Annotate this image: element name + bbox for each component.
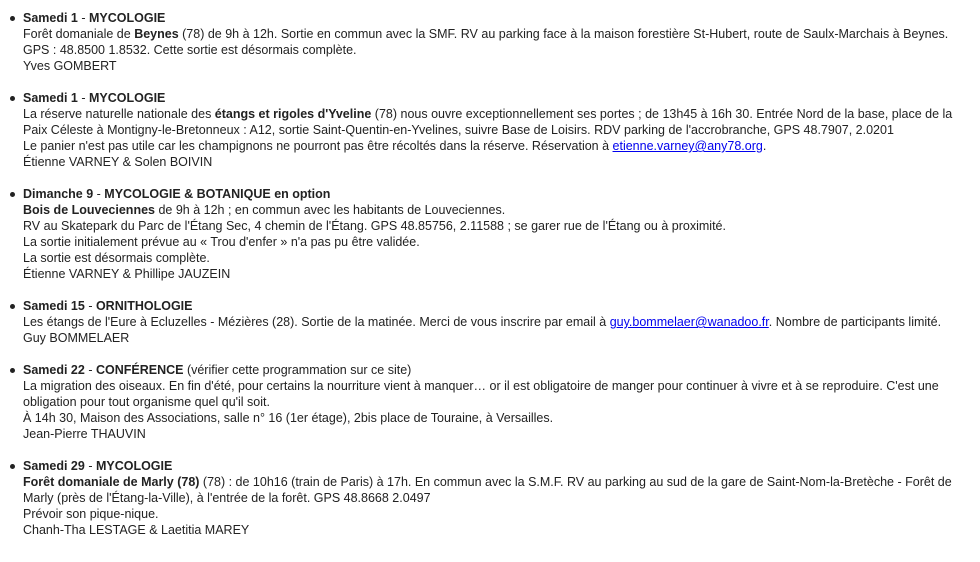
event-leader: Étienne VARNEY & Solen BOIVIN [23, 155, 213, 169]
event-description: Les étangs de l'Eure à Ecluzelles - Mézières (28). Sortie de la matinée. Merci de vous inscrire par email à guy.bommelaer@wanadoo.fr. Nombre de participants limité. [23, 315, 942, 329]
event-date: Samedi 29 [23, 459, 85, 473]
event-note: Prévoir son pique-nique. [23, 507, 159, 521]
event-item [0, 458, 980, 538]
event-item [0, 186, 980, 282]
event-description: La migration des oiseaux. En fin d'été, pour certains la nourriture vient à manquer… or il est obligatoire de manger pour continuer à vivre et à se reproduire. C'est une obligation pour tout organisme quel qu'il soit. [23, 379, 939, 409]
event-meeting-point: RV au Skatepark du Parc de l'Étang Sec, 4 chemin de l'Étang. GPS 48.85756, 2.11588 ; se garer rue de l'Étang ou à proximité. [23, 219, 726, 233]
event-heading: Samedi 15 - ORNITHOLOGIE [23, 299, 193, 313]
event-description: Bois de Louveciennes de 9h à 12h ; en commun avec les habitants de Louveciennes. [23, 203, 506, 217]
event-location: Bois de Louveciennes [23, 203, 155, 217]
event-location: étangs et rigoles d'Yveline [214, 107, 372, 121]
event-date: Samedi 15 [23, 299, 85, 313]
event-heading: Samedi 1 - MYCOLOGIE [23, 11, 166, 25]
event-date: Dimanche 9 [23, 187, 94, 201]
event-heading: Samedi 22 - CONFÉRENCE (vérifier cette programmation sur ce site) [23, 363, 412, 377]
event-description: Forêt domaniale de Marly (78) (78) : de 10h16 (train de Paris) à 17h. En commun avec la S.M.F. RV au parking au sud de la gare de Saint-Nom-la-Bretèche - Forêt de Marly (près de l'Étang-la-Ville), à l'entrée de la forêt. GPS 48.8668 2.0497 [23, 475, 952, 505]
event-leader: Guy BOMMELAER [23, 331, 130, 345]
event-topic: MYCOLOGIE [89, 11, 166, 25]
event-heading: Samedi 29 - MYCOLOGIE [23, 459, 173, 473]
event-leader: Étienne VARNEY & Phillipe JAUZEIN [23, 267, 231, 281]
event-heading: Dimanche 9 - MYCOLOGIE & BOTANIQUE en option [23, 187, 331, 201]
event-location: Forêt domaniale de Marly (78) [23, 475, 200, 489]
event-note: La sortie initialement prévue au « Trou d'enfer » n'a pas pu être validée. [23, 235, 420, 249]
event-leader: Chanh-Tha LESTAGE & Laetitia MAREY [23, 523, 250, 537]
event-date: Samedi 1 [23, 91, 78, 105]
event-description: Forêt domaniale de Beynes (78) de 9h à 12h. Sortie en commun avec la SMF. RV au parking face à la maison forestière St-Hubert, route de Saulx-Marchais à Beynes. GPS : 48.8500 1.8532. Cette sortie est désormais complète. [23, 27, 949, 57]
event-reservation: Le panier n'est pas utile car les champignons ne pourront pas être récoltés dans la réserve. Réservation à etienne.varney@any78.org. [23, 139, 767, 153]
event-status: La sortie est désormais complète. [23, 251, 210, 265]
email-link[interactable]: etienne.varney@any78.org [612, 139, 763, 153]
email-link[interactable]: guy.bommelaer@wanadoo.fr [609, 315, 769, 329]
event-location: Beynes [134, 27, 179, 41]
event-verify-note: (vérifier cette programmation sur ce site) [183, 363, 412, 377]
event-item [0, 10, 980, 74]
event-meeting-point: À 14h 30, Maison des Associations, salle n° 16 (1er étage), 2bis place de Touraine, à Versailles. [23, 411, 554, 425]
event-leader: Jean-Pierre THAUVIN [23, 427, 146, 441]
event-topic: CONFÉRENCE [95, 363, 184, 377]
event-date: Samedi 1 [23, 11, 78, 25]
event-item [0, 362, 980, 442]
event-item [0, 298, 980, 346]
event-leader: Yves GOMBERT [23, 59, 117, 73]
event-item [0, 90, 980, 170]
event-topic: ORNITHOLOGIE [95, 299, 193, 313]
event-description: La réserve naturelle nationale des étangs et rigoles d'Yveline (78) nous ouvre exceptionnellement ses portes ; de 13h45 à 16h 30. Entrée Nord de la base, place de la Paix Céleste à Montigny-le-Bretonneux : A12, sortie Saint-Quentin-en-Yvelines, suivre Base de Loisirs. RDV parking de l'accrobranche, GPS 48.7907, 2.0201 [23, 107, 953, 137]
event-date: Samedi 22 [23, 363, 85, 377]
event-topic: MYCOLOGIE & BOTANIQUE en option [104, 187, 331, 201]
event-topic: MYCOLOGIE [89, 91, 166, 105]
event-topic: MYCOLOGIE [95, 459, 173, 473]
event-heading: Samedi 1 - MYCOLOGIE [23, 91, 166, 105]
